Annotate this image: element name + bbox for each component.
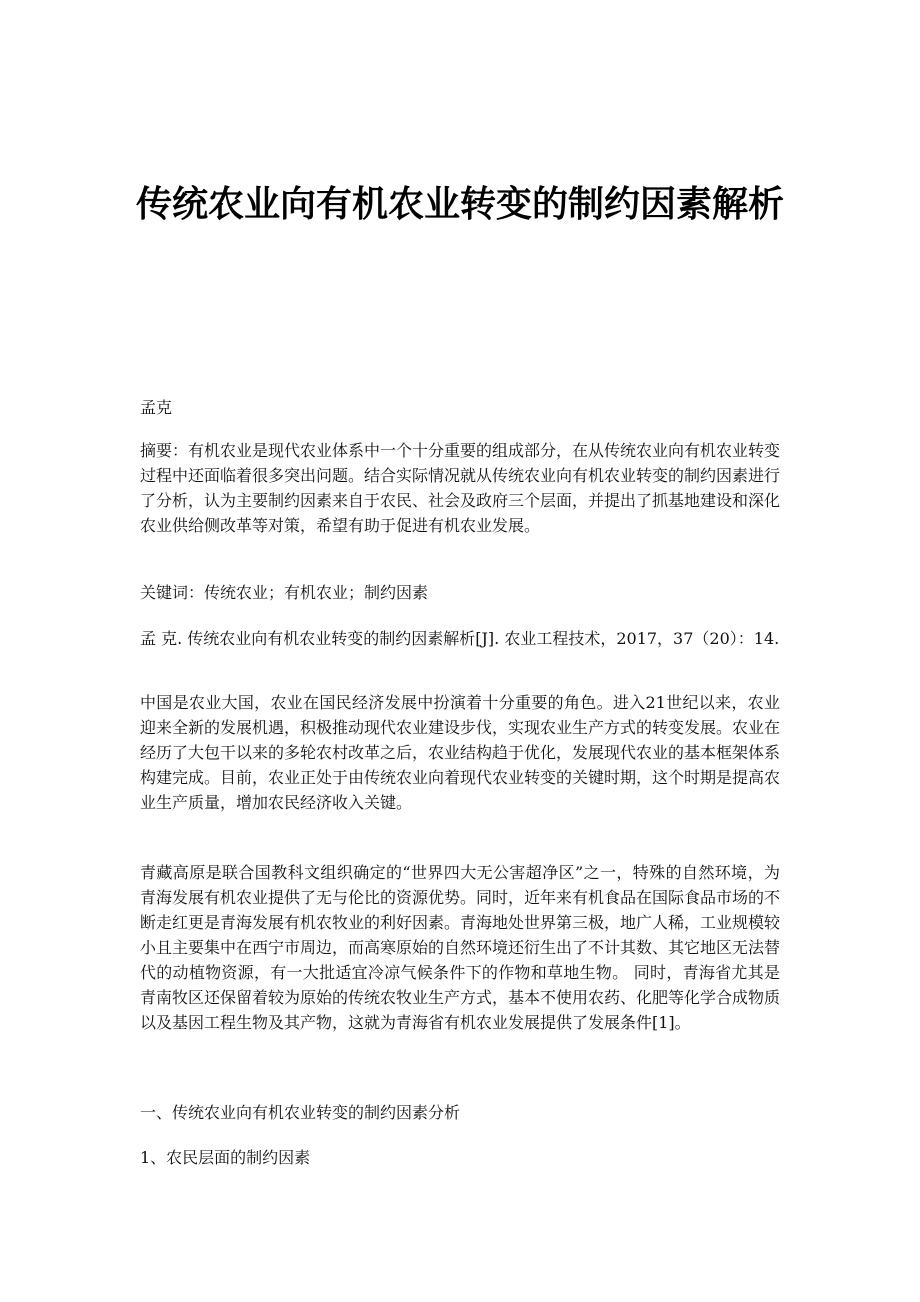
keywords-line: 关键词：传统农业；有机农业；制约因素 <box>140 583 429 602</box>
body-paragraph: 青藏高原是联合国教科文组织确定的“世界四大无公害超净区”之一，特殊的自然环境，为青海发展有机农业提供了无与伦比的资源优势。同时，近年来有机食品在国际食品市场的不断走红更是青海发展有机农牧业的利好因素。青海地处世界第三极，地广人稀，工业规模较小且主要集中在西宁市周边，而高寒原始的自然环境还衍生出了不计其数、其它地区无法替代的动植物资源，有一大批适宜冷凉气候条件下的作物和草地生物。 同时，青海省尤其是青南牧区还保留着较为原始的传统农牧业生产方式，基本不使用农药、化肥等化学合成物质以及基因工程生物及其产物，这就为青海省有机农业发展提供了发展条件[1]。 <box>140 863 781 1032</box>
citation-paragraph: 孟 克. 传统农业向有机农业转变的制约因素解析[J]. 农业工程技术，2017，37（20）：14. <box>140 629 780 648</box>
abstract-paragraph: 摘要：有机农业是现代农业体系中一个十分重要的组成部分，在从传统农业向有机农业转变过程中还面临着很多突出问题。结合实际情况就从传统农业向有机农业转变的制约因素进行了分析，认为主要制约因素来自于农民、社会及政府三个层面，并提出了抓基地建设和深化农业供给侧改革等对策，希望有助于促进有机农业发展。 <box>140 441 781 535</box>
author-name: 孟克 <box>140 398 173 417</box>
section-heading: 一、传统农业向有机农业转变的制约因素分析 <box>140 1103 461 1122</box>
body-paragraph: 中国是农业大国，农业在国民经济发展中扮演着十分重要的角色。进入21世纪以来，农业迎来全新的发展机遇，积极推动现代农业建设步伐，实现农业生产方式的转变发展。农业在经历了大包干以来的多轮农村改革之后，农业结构趋于优化，发展现代农业的基本框架体系构建完成。目前，农业正处于由传统农业向着现代农业转变的关键时期，这个时期是提高农业生产质量，增加农民经济收入关键。 <box>140 693 781 812</box>
paper-title: 传统农业向有机农业转变的制约因素解析 <box>135 184 784 225</box>
subsection-heading: 1、农民层面的制约因素 <box>140 1148 311 1167</box>
